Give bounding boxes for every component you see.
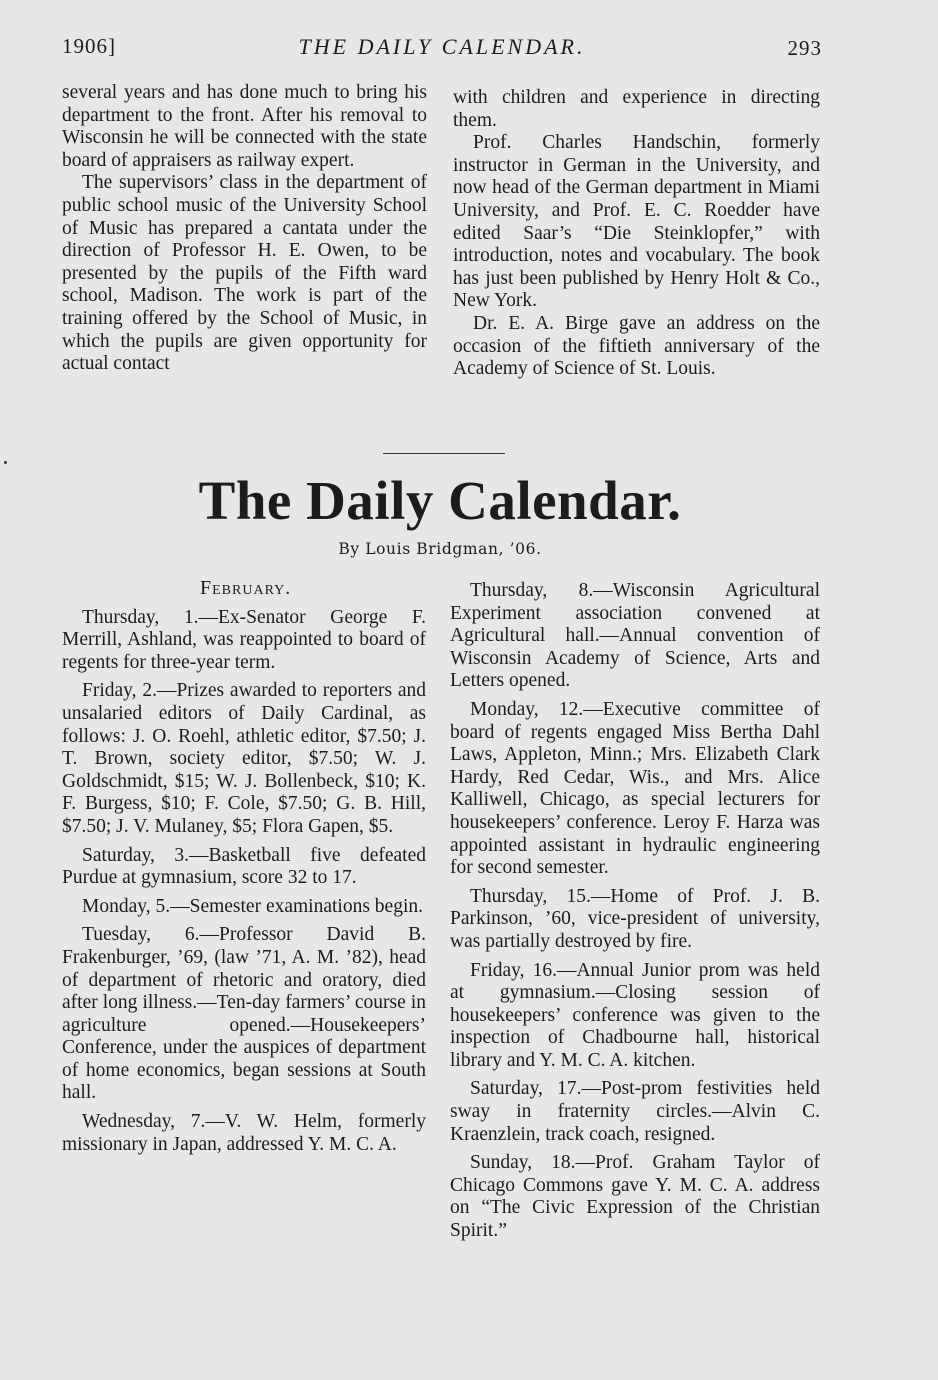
bottom-right-column: [450, 580, 820, 1249]
top-right-column: [453, 87, 820, 381]
calendar-entry: Sunday, 18.—Prof. Graham Taylor of Chicago Commons gave Y. M. C. A. address on “The Civic Expression of the Christian Spirit.”: [450, 1152, 820, 1242]
calendar-entry: Thursday, 15.—Home of Prof. J. B. Parkinson, ’60, vice-president of university, was partially destroyed by fire.: [450, 885, 820, 952]
running-head: [62, 34, 822, 64]
paragraph: with children and experience in directing them.: [453, 87, 820, 131]
calendar-entry: Tuesday, 6.—Professor David B. Frakenburger, ’69, (law ’71, A. M. ’82), head of department of rhetoric and oratory, died after long illness.—Ten-day farmers’ course in agriculture opened.—Housekeepers’ Conference, under the auspices of department of home economics, began sessions at South hall.: [62, 924, 426, 1104]
calendar-entry: Saturday, 3.—Basketball five defeated Purdue at gymnasium, score 32 to 17.: [62, 844, 426, 889]
top-left-column: [62, 82, 427, 376]
paragraph: Dr. E. A. Birge gave an address on the occasion of the fiftieth anniversary of the Academy of Science of St. Louis.: [453, 312, 820, 380]
calendar-entry: Saturday, 17.—Post-prom festivities held sway in fraternity circles.—Alvin C. Kraenzlein, track coach, resigned.: [450, 1078, 820, 1145]
paragraph: several years and has done much to bring his department to the front. After his removal to Wisconsin he will be connected with the state board of appraisers as railway expert.: [62, 82, 427, 171]
article-heading: The Daily Calendar.: [198, 470, 682, 531]
calendar-entry: Monday, 5.—Semester examinations begin.: [82, 895, 424, 917]
calendar-entry: Friday, 16.—Annual Junior prom was held at gymnasium.—Closing session of housekeepers’ conference was given to the inspection of Chadbourne hall, historical library and Y. M. C. A. kitchen.: [450, 959, 820, 1071]
article-byline: By Louis Bridgman, ’06.: [338, 540, 542, 558]
month-heading: February.: [200, 577, 292, 599]
paragraph: Prof. Charles Handschin, formerly instructor in German in the University, and now head of the German department in Miami University, and Prof. E. C. Roedder have edited Saar’s “Die Steinklopfer,” with introduction, notes and vocabulary. The book has just been published by Henry Holt & Co., New York.: [453, 132, 820, 312]
calendar-entry: Wednesday, 7.—V. W. Helm, formerly missionary in Japan, addressed Y. M. C. A.: [62, 1111, 426, 1155]
running-head-title: THE DAILY CALENDAR.: [298, 34, 586, 59]
bottom-left-column: [62, 577, 426, 1162]
section-divider: [383, 453, 505, 454]
calendar-entry: Friday, 2.—Prizes awarded to reporters and unsalaried editors of Daily Cardinal, as follows: J. O. Roehl, athletic editor, $7.50; J. T. Brown, society editor, $7.50; W. J. Goldschmidt, $15; W. J. Bollenbeck, $10; K. F. Burgess, $10; F. Cole, $7.50; G. B. Hill, $7.50; J. V. Mulaney, $5; Flora Gapen, $5.: [62, 680, 426, 837]
calendar-entry: Thursday, 1.—Ex-Senator George F. Merrill, Ashland, was reappointed to board of regents for three-year term.: [62, 606, 426, 673]
page-number: 293: [787, 36, 822, 60]
paragraph: The supervisors’ class in the department of public school music of the University School of Music has prepared a cantata under the direction of Professor H. E. Owen, to be presented by the pupils of the Fifth ward school, Madison. The work is part of the training offered by the School of Music, in which the pupils are given opportunity for actual contact: [62, 172, 427, 375]
calendar-entry: Monday, 12.—Executive committee of board of regents engaged Miss Bertha Dahl Laws, Appleton, Minn.; Mrs. Elizabeth Clark Hardy, Red Cedar, Wis., and Mrs. Alice Kalliwell, Chicago, as special lecturers for housekeepers’ conference. Leroy F. Harza was appointed assistant in hydraulic engineering for second semester.: [450, 698, 820, 879]
running-head-year: 1906]: [62, 34, 116, 58]
calendar-entry: Thursday, 8.—Wisconsin Agricultural Experiment association convened at Agricultural hall.—Annual convention of Wisconsin Academy of Science, Arts and Letters opened.: [450, 580, 820, 692]
margin-mark: [4, 461, 7, 464]
